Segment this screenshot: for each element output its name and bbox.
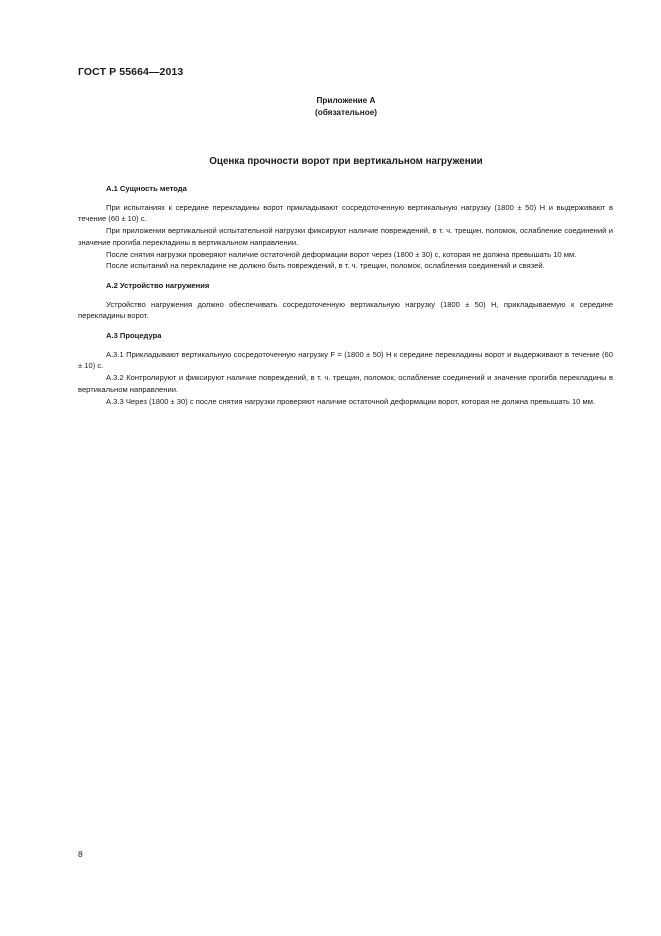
section-heading: А.2 Устройство нагружения [106,280,210,290]
paragraph: А.3.2 Контролируют и фиксируют наличие повреждений, в т. ч. трещин, поломок, ослабление соединений и значение прогиба перекладины в вертикальном направлении. [78,373,613,394]
paragraph: При приложении вертикальной испытательной нагрузки фиксируют наличие повреждений, в т. ч. трещин, поломок, ослабление соединений и значение прогиба перекладины в вертикальном направлении. [78,226,613,247]
section-a2 [78,280,613,322]
page-title: Оценка прочности ворот при вертикальном нагружении [209,156,483,167]
annex-title: Приложение А [316,96,376,105]
paragraph: При испытаниях к середине перекладины ворот прикладывают сосредоточенную вертикальную нагрузку (1800 ± 50) Н и выдерживают в течение (60 ± 10) с. [78,202,613,224]
document-body [78,183,613,407]
paragraph: После снятия нагрузки проверяют наличие остаточной деформации ворот через (1800 ± 30) с, которая не должна превышать 10 мм. [106,249,577,259]
document-code: ГОСТ Р 55664—2013 [78,66,184,78]
section-heading: А.3 Процедура [106,331,162,341]
paragraph: Устройство нагружения должно обеспечивать сосредоточенную вертикальную нагрузку (1800 ± 50) Н, прикладываемую к середине перекладины ворот. [78,299,613,321]
annex-status: (обязательное) [315,108,377,117]
section-a3 [78,330,613,407]
paragraph: А.3.3 Через (1800 ± 30) с после снятия нагрузки проверяют наличие остаточной деформации ворот, которая не должна превышать 10 мм. [106,396,596,406]
page-number: 8 [78,849,83,859]
paragraph: А.3.1 Прикладывают вертикальную сосредоточенную нагрузку F = (1800 ± 50) Н к середине перекладины ворот и выдерживают в течение (60 ± 10) с. [78,349,613,371]
section-heading: А.1 Сущность метода [106,184,187,193]
section-a1 [78,183,613,272]
paragraph: После испытаний на перекладине не должно быть повреждений, в т. ч. трещин, поломок, ослабления соединений и связей. [106,261,545,271]
annex-heading [0,95,661,119]
